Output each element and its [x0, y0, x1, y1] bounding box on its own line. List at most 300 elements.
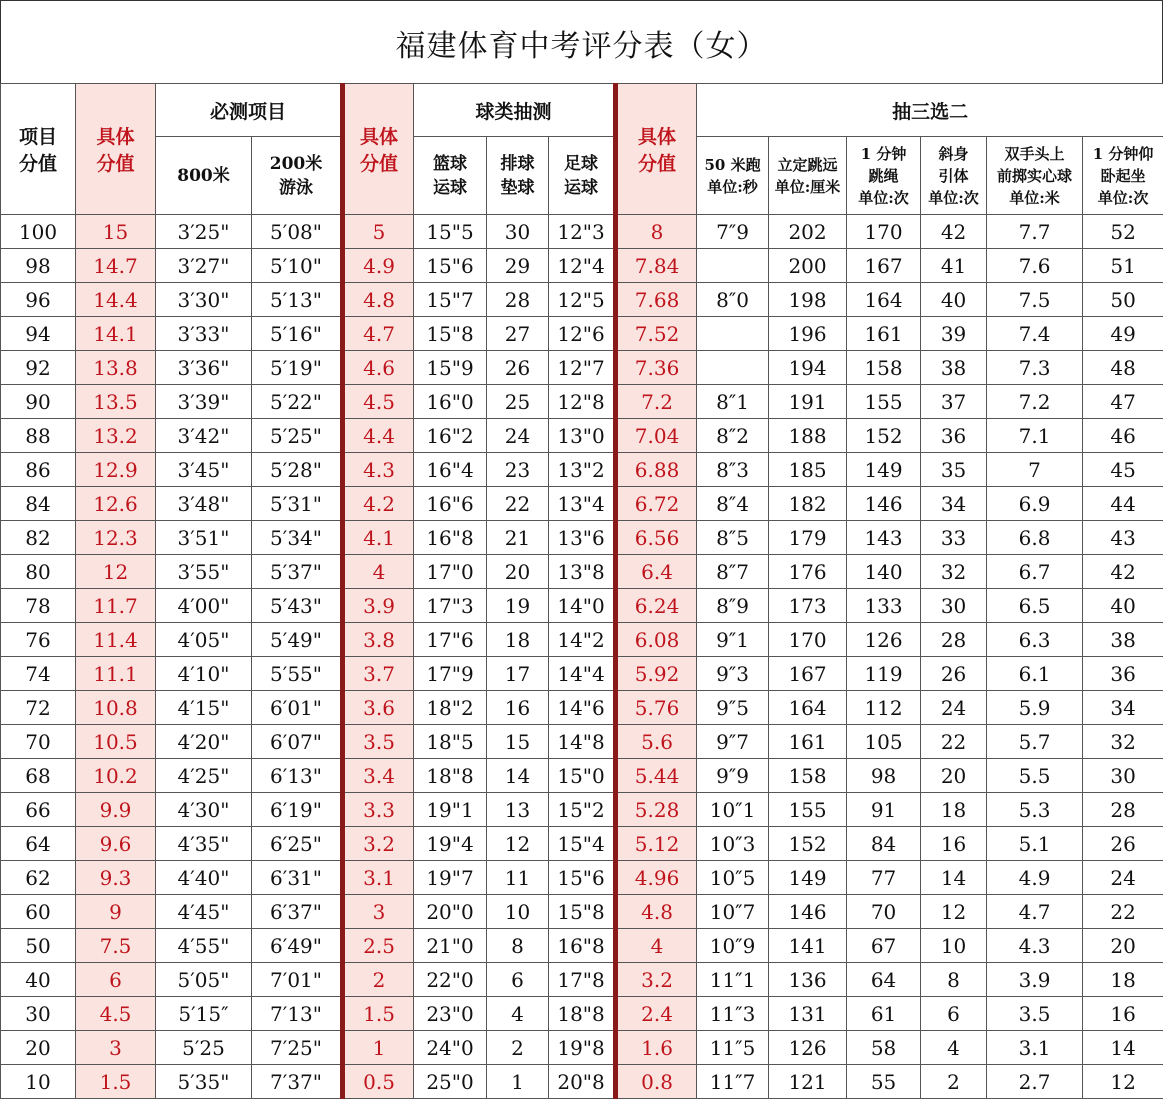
- table-row: [1, 351, 1163, 385]
- table-cell: 8: [487, 929, 549, 963]
- table-cell: 3′42": [156, 419, 252, 453]
- table-cell: 149: [769, 861, 847, 895]
- table-cell: 9″1: [697, 623, 769, 657]
- header-standing-jump: 立定跳远 单位:厘米: [769, 137, 847, 215]
- table-cell: 34: [1083, 691, 1163, 725]
- table-cell: 37: [921, 385, 987, 419]
- table-cell: 8: [616, 215, 697, 249]
- table-cell: 164: [847, 283, 921, 317]
- table-cell: 20: [487, 555, 549, 589]
- table-cell: 22: [1083, 895, 1163, 929]
- table-cell: 7.7: [987, 215, 1083, 249]
- table-cell: 13"4: [549, 487, 616, 521]
- table-cell: 22: [921, 725, 987, 759]
- table-cell: 4.2: [343, 487, 414, 521]
- table-cell: 12.3: [76, 521, 156, 555]
- table-cell: 6.9: [987, 487, 1083, 521]
- table-cell: 3′55": [156, 555, 252, 589]
- table-cell: 17: [487, 657, 549, 691]
- table-cell: 4′15": [156, 691, 252, 725]
- table-cell: 28: [487, 283, 549, 317]
- table-cell: 4′30": [156, 793, 252, 827]
- table-cell: 9″5: [697, 691, 769, 725]
- table-cell: 5′28": [252, 453, 343, 487]
- table-cell: 16: [921, 827, 987, 861]
- table-cell: 6.8: [987, 521, 1083, 555]
- table-cell: 35: [921, 453, 987, 487]
- table-cell: 194: [769, 351, 847, 385]
- table-cell: 38: [1083, 623, 1163, 657]
- table-cell: 9″3: [697, 657, 769, 691]
- header-medicine-ball: 双手头上 前掷实心球 单位:米: [987, 137, 1083, 215]
- table-cell: 196: [769, 317, 847, 351]
- table-cell: 19"7: [414, 861, 487, 895]
- header-football: 足球 运球: [549, 137, 616, 215]
- table-cell: 60: [1, 895, 76, 929]
- table-row: [1, 1031, 1163, 1065]
- table-row: [1, 657, 1163, 691]
- table-cell: 10″7: [697, 895, 769, 929]
- table-cell: 22"0: [414, 963, 487, 997]
- table-cell: 6′31": [252, 861, 343, 895]
- table-cell: 126: [769, 1031, 847, 1065]
- table-cell: 6.24: [616, 589, 697, 623]
- header-specific-score-3: 具体 分值: [616, 84, 697, 215]
- table-cell: 50: [1, 929, 76, 963]
- table-cell: 15"4: [549, 827, 616, 861]
- table-cell: 3: [343, 895, 414, 929]
- table-cell: 6′37": [252, 895, 343, 929]
- table-cell: 9.6: [76, 827, 156, 861]
- table-cell: 16"8: [549, 929, 616, 963]
- table-cell: 7.5: [987, 283, 1083, 317]
- table-cell: [697, 317, 769, 351]
- table-cell: 20: [1, 1031, 76, 1065]
- table-cell: 170: [769, 623, 847, 657]
- table-cell: 15"7: [414, 283, 487, 317]
- table-cell: 11.4: [76, 623, 156, 657]
- table-cell: 3′48": [156, 487, 252, 521]
- table-cell: 10: [487, 895, 549, 929]
- table-cell: 32: [921, 555, 987, 589]
- table-cell: 5′43": [252, 589, 343, 623]
- table-cell: 5′55": [252, 657, 343, 691]
- table-cell: 51: [1083, 249, 1163, 283]
- table-cell: 30: [921, 589, 987, 623]
- header-required-group: 必测项目: [156, 84, 343, 137]
- table-cell: 3.2: [616, 963, 697, 997]
- table-cell: 90: [1, 385, 76, 419]
- table-cell: 4.7: [343, 317, 414, 351]
- table-cell: 7: [987, 453, 1083, 487]
- table-cell: 12.9: [76, 453, 156, 487]
- table-cell: 4.9: [987, 861, 1083, 895]
- table-cell: 12"5: [549, 283, 616, 317]
- table-cell: 94: [1, 317, 76, 351]
- table-cell: 15"8: [414, 317, 487, 351]
- table-cell: 4′40": [156, 861, 252, 895]
- table-cell: 6.56: [616, 521, 697, 555]
- table-cell: 6: [487, 963, 549, 997]
- table-cell: 18: [921, 793, 987, 827]
- table-cell: 12"6: [549, 317, 616, 351]
- table-cell: 24: [1083, 861, 1163, 895]
- table-row: [1, 589, 1163, 623]
- table-cell: 17"8: [549, 963, 616, 997]
- header-specific-score-1: 具体 分值: [76, 84, 156, 215]
- table-cell: 1: [487, 1065, 549, 1099]
- table-cell: 173: [769, 589, 847, 623]
- table-cell: 8″1: [697, 385, 769, 419]
- table-cell: 5.12: [616, 827, 697, 861]
- table-cell: 47: [1083, 385, 1163, 419]
- score-table: [0, 83, 1163, 1099]
- table-cell: 5′49": [252, 623, 343, 657]
- table-cell: 16"8: [414, 521, 487, 555]
- table-cell: 3.1: [987, 1031, 1083, 1065]
- table-cell: 12"3: [549, 215, 616, 249]
- table-cell: 10″1: [697, 793, 769, 827]
- table-cell: 15"2: [549, 793, 616, 827]
- table-cell: 4.4: [343, 419, 414, 453]
- table-cell: 4.5: [76, 997, 156, 1031]
- table-cell: 36: [921, 419, 987, 453]
- table-cell: 7′25": [252, 1031, 343, 1065]
- table-cell: 170: [847, 215, 921, 249]
- table-cell: 6.4: [616, 555, 697, 589]
- table-cell: 17"6: [414, 623, 487, 657]
- table-cell: 105: [847, 725, 921, 759]
- table-cell: 3′30": [156, 283, 252, 317]
- table-cell: 7′37": [252, 1065, 343, 1099]
- table-cell: 76: [1, 623, 76, 657]
- table-cell: 52: [1083, 215, 1163, 249]
- table-cell: 20"8: [549, 1065, 616, 1099]
- table-cell: 182: [769, 487, 847, 521]
- table-row: [1, 759, 1163, 793]
- table-row: [1, 725, 1163, 759]
- table-cell: 22: [487, 487, 549, 521]
- table-cell: 14: [1083, 1031, 1163, 1065]
- table-cell: 8″2: [697, 419, 769, 453]
- table-cell: 17"0: [414, 555, 487, 589]
- table-cell: 4′55": [156, 929, 252, 963]
- table-cell: 26: [487, 351, 549, 385]
- table-cell: 12"4: [549, 249, 616, 283]
- table-cell: 38: [921, 351, 987, 385]
- table-cell: 6: [76, 963, 156, 997]
- table-cell: 7.2: [987, 385, 1083, 419]
- table-cell: 40: [921, 283, 987, 317]
- table-cell: 64: [1, 827, 76, 861]
- table-cell: 21"0: [414, 929, 487, 963]
- table-cell: 20: [921, 759, 987, 793]
- table-cell: 1: [343, 1031, 414, 1065]
- table-cell: 5.28: [616, 793, 697, 827]
- table-cell: 6′13": [252, 759, 343, 793]
- table-cell: 62: [1, 861, 76, 895]
- table-cell: 21: [487, 521, 549, 555]
- table-cell: 28: [1083, 793, 1163, 827]
- table-cell: 200: [769, 249, 847, 283]
- table-cell: 30: [1, 997, 76, 1031]
- table-cell: 2.5: [343, 929, 414, 963]
- table-cell: 3.9: [987, 963, 1083, 997]
- table-cell: 5′13": [252, 283, 343, 317]
- table-cell: 100: [1, 215, 76, 249]
- table-cell: 10: [1, 1065, 76, 1099]
- table-cell: 15"0: [549, 759, 616, 793]
- header-choose-group: 抽三选二: [697, 84, 1163, 137]
- table-cell: 146: [847, 487, 921, 521]
- table-cell: 14: [487, 759, 549, 793]
- table-cell: 3: [76, 1031, 156, 1065]
- table-cell: 126: [847, 623, 921, 657]
- table-cell: 3.7: [343, 657, 414, 691]
- table-cell: 14"0: [549, 589, 616, 623]
- table-cell: 44: [1083, 487, 1163, 521]
- table-cell: 18"2: [414, 691, 487, 725]
- table-cell: 161: [769, 725, 847, 759]
- table-row: [1, 963, 1163, 997]
- table-cell: 13.5: [76, 385, 156, 419]
- table-cell: 5: [343, 215, 414, 249]
- table-cell: 3′39": [156, 385, 252, 419]
- table-cell: 14"8: [549, 725, 616, 759]
- table-cell: 4′25": [156, 759, 252, 793]
- table-cell: 12: [921, 895, 987, 929]
- table-cell: 18: [1083, 963, 1163, 997]
- table-cell: 8: [921, 963, 987, 997]
- table-cell: 4.8: [343, 283, 414, 317]
- header-incline-pullup: 斜身 引体 单位:次: [921, 137, 987, 215]
- table-cell: 2: [343, 963, 414, 997]
- table-cell: 19"1: [414, 793, 487, 827]
- table-cell: 48: [1083, 351, 1163, 385]
- table-cell: 185: [769, 453, 847, 487]
- table-cell: 2.4: [616, 997, 697, 1031]
- table-cell: 50: [1083, 283, 1163, 317]
- table-cell: 2: [487, 1031, 549, 1065]
- table-cell: 4′45": [156, 895, 252, 929]
- table-cell: 27: [487, 317, 549, 351]
- table-cell: 13.8: [76, 351, 156, 385]
- table-cell: 18"8: [549, 997, 616, 1031]
- table-cell: 30: [1083, 759, 1163, 793]
- table-cell: 88: [1, 419, 76, 453]
- table-cell: 72: [1, 691, 76, 725]
- table-cell: 36: [1083, 657, 1163, 691]
- table-cell: 13"8: [549, 555, 616, 589]
- table-cell: 202: [769, 215, 847, 249]
- table-cell: 7.68: [616, 283, 697, 317]
- table-cell: 15: [76, 215, 156, 249]
- table-cell: 5.5: [987, 759, 1083, 793]
- table-cell: 15"6: [549, 861, 616, 895]
- table-cell: 10: [921, 929, 987, 963]
- table-cell: 4.1: [343, 521, 414, 555]
- table-row: [1, 691, 1163, 725]
- table-cell: 98: [1, 249, 76, 283]
- table-cell: 6: [921, 997, 987, 1031]
- table-cell: 16: [487, 691, 549, 725]
- table-cell: 6′01": [252, 691, 343, 725]
- table-cell: 40: [1, 963, 76, 997]
- table-cell: 20: [1083, 929, 1163, 963]
- table-cell: 7.52: [616, 317, 697, 351]
- table-cell: 61: [847, 997, 921, 1031]
- table-cell: 11″5: [697, 1031, 769, 1065]
- table-cell: 11″1: [697, 963, 769, 997]
- table-row: [1, 929, 1163, 963]
- table-cell: 18"8: [414, 759, 487, 793]
- table-cell: 7.36: [616, 351, 697, 385]
- table-cell: 58: [847, 1031, 921, 1065]
- table-cell: 16"4: [414, 453, 487, 487]
- header-item-score: 项目 分值: [1, 84, 76, 215]
- table-row: [1, 453, 1163, 487]
- table-cell: 5.44: [616, 759, 697, 793]
- table-cell: 11.1: [76, 657, 156, 691]
- table-cell: 15"8: [549, 895, 616, 929]
- table-cell: 4.3: [343, 453, 414, 487]
- table-cell: 10.8: [76, 691, 156, 725]
- table-cell: 18"5: [414, 725, 487, 759]
- table-cell: 119: [847, 657, 921, 691]
- table-cell: 3.3: [343, 793, 414, 827]
- table-row: [1, 283, 1163, 317]
- table-cell: 25"0: [414, 1065, 487, 1099]
- table-cell: 13"0: [549, 419, 616, 453]
- table-cell: 146: [769, 895, 847, 929]
- table-cell: 5′35": [156, 1065, 252, 1099]
- table-row: [1, 521, 1163, 555]
- table-cell: 4.8: [616, 895, 697, 929]
- table-cell: 158: [769, 759, 847, 793]
- table-cell: 3′25": [156, 215, 252, 249]
- table-cell: 5.92: [616, 657, 697, 691]
- header-800m: 800米: [156, 137, 252, 215]
- table-cell: 24: [921, 691, 987, 725]
- table-cell: 4′20": [156, 725, 252, 759]
- table-cell: 14: [921, 861, 987, 895]
- table-cell: 4.9: [343, 249, 414, 283]
- table-cell: 17"3: [414, 589, 487, 623]
- table-cell: 23: [487, 453, 549, 487]
- table-cell: 1.5: [76, 1065, 156, 1099]
- table-cell: 112: [847, 691, 921, 725]
- table-cell: 191: [769, 385, 847, 419]
- table-cell: 4′35": [156, 827, 252, 861]
- table-cell: 9″7: [697, 725, 769, 759]
- table-cell: 4′10": [156, 657, 252, 691]
- header-200m-swim: 200米 游泳: [252, 137, 343, 215]
- table-cell: 3.8: [343, 623, 414, 657]
- header-volleyball: 排球 垫球: [487, 137, 549, 215]
- table-cell: 6′49": [252, 929, 343, 963]
- table-cell: 167: [769, 657, 847, 691]
- table-cell: 32: [1083, 725, 1163, 759]
- table-cell: 28: [921, 623, 987, 657]
- table-cell: 16: [1083, 997, 1163, 1031]
- table-cell: 13.2: [76, 419, 156, 453]
- table-cell: 12: [487, 827, 549, 861]
- table-cell: 19: [487, 589, 549, 623]
- table-cell: [697, 351, 769, 385]
- table-cell: 68: [1, 759, 76, 793]
- table-cell: 155: [769, 793, 847, 827]
- table-cell: 30: [487, 215, 549, 249]
- table-cell: 84: [847, 827, 921, 861]
- table-cell: 5.1: [987, 827, 1083, 861]
- table-row: [1, 895, 1163, 929]
- header-rope-skip: 1 分钟 跳绳 单位:次: [847, 137, 921, 215]
- table-cell: 3.9: [343, 589, 414, 623]
- table-cell: 67: [847, 929, 921, 963]
- table-cell: 7″9: [697, 215, 769, 249]
- table-cell: 98: [847, 759, 921, 793]
- table-cell: 0.5: [343, 1065, 414, 1099]
- table-cell: 14.4: [76, 283, 156, 317]
- table-cell: 6′19": [252, 793, 343, 827]
- table-cell: 13"2: [549, 453, 616, 487]
- table-cell: 140: [847, 555, 921, 589]
- table-cell: 49: [1083, 317, 1163, 351]
- table-cell: 19"4: [414, 827, 487, 861]
- table-cell: 5′22": [252, 385, 343, 419]
- table-cell: 11.7: [76, 589, 156, 623]
- table-cell: 3.2: [343, 827, 414, 861]
- table-cell: 25: [487, 385, 549, 419]
- table-cell: 2.7: [987, 1065, 1083, 1099]
- table-row: [1, 385, 1163, 419]
- table-cell: 3′51": [156, 521, 252, 555]
- table-cell: 14"6: [549, 691, 616, 725]
- table-cell: 6.3: [987, 623, 1083, 657]
- table-cell: 164: [769, 691, 847, 725]
- table-cell: 5′05": [156, 963, 252, 997]
- table-cell: 5′15″: [156, 997, 252, 1031]
- table-cell: 15"9: [414, 351, 487, 385]
- table-cell: 19"8: [549, 1031, 616, 1065]
- table-row: [1, 419, 1163, 453]
- table-cell: 7′13": [252, 997, 343, 1031]
- table-cell: 24: [487, 419, 549, 453]
- table-cell: 12"8: [549, 385, 616, 419]
- table-cell: 14"4: [549, 657, 616, 691]
- table-cell: 26: [921, 657, 987, 691]
- table-cell: 149: [847, 453, 921, 487]
- table-cell: 4.5: [343, 385, 414, 419]
- table-cell: 11″7: [697, 1065, 769, 1099]
- table-cell: 8″3: [697, 453, 769, 487]
- table-row: [1, 215, 1163, 249]
- table-cell: 64: [847, 963, 921, 997]
- table-cell: 9.3: [76, 861, 156, 895]
- table-cell: 3.4: [343, 759, 414, 793]
- table-cell: 78: [1, 589, 76, 623]
- table-cell: [697, 249, 769, 283]
- table-cell: 4.96: [616, 861, 697, 895]
- table-cell: 5′31": [252, 487, 343, 521]
- table-cell: 6.5: [987, 589, 1083, 623]
- table-cell: 39: [921, 317, 987, 351]
- table-cell: 45: [1083, 453, 1163, 487]
- table-cell: 70: [1, 725, 76, 759]
- table-cell: 8″9: [697, 589, 769, 623]
- table-cell: 74: [1, 657, 76, 691]
- table-cell: 5′08": [252, 215, 343, 249]
